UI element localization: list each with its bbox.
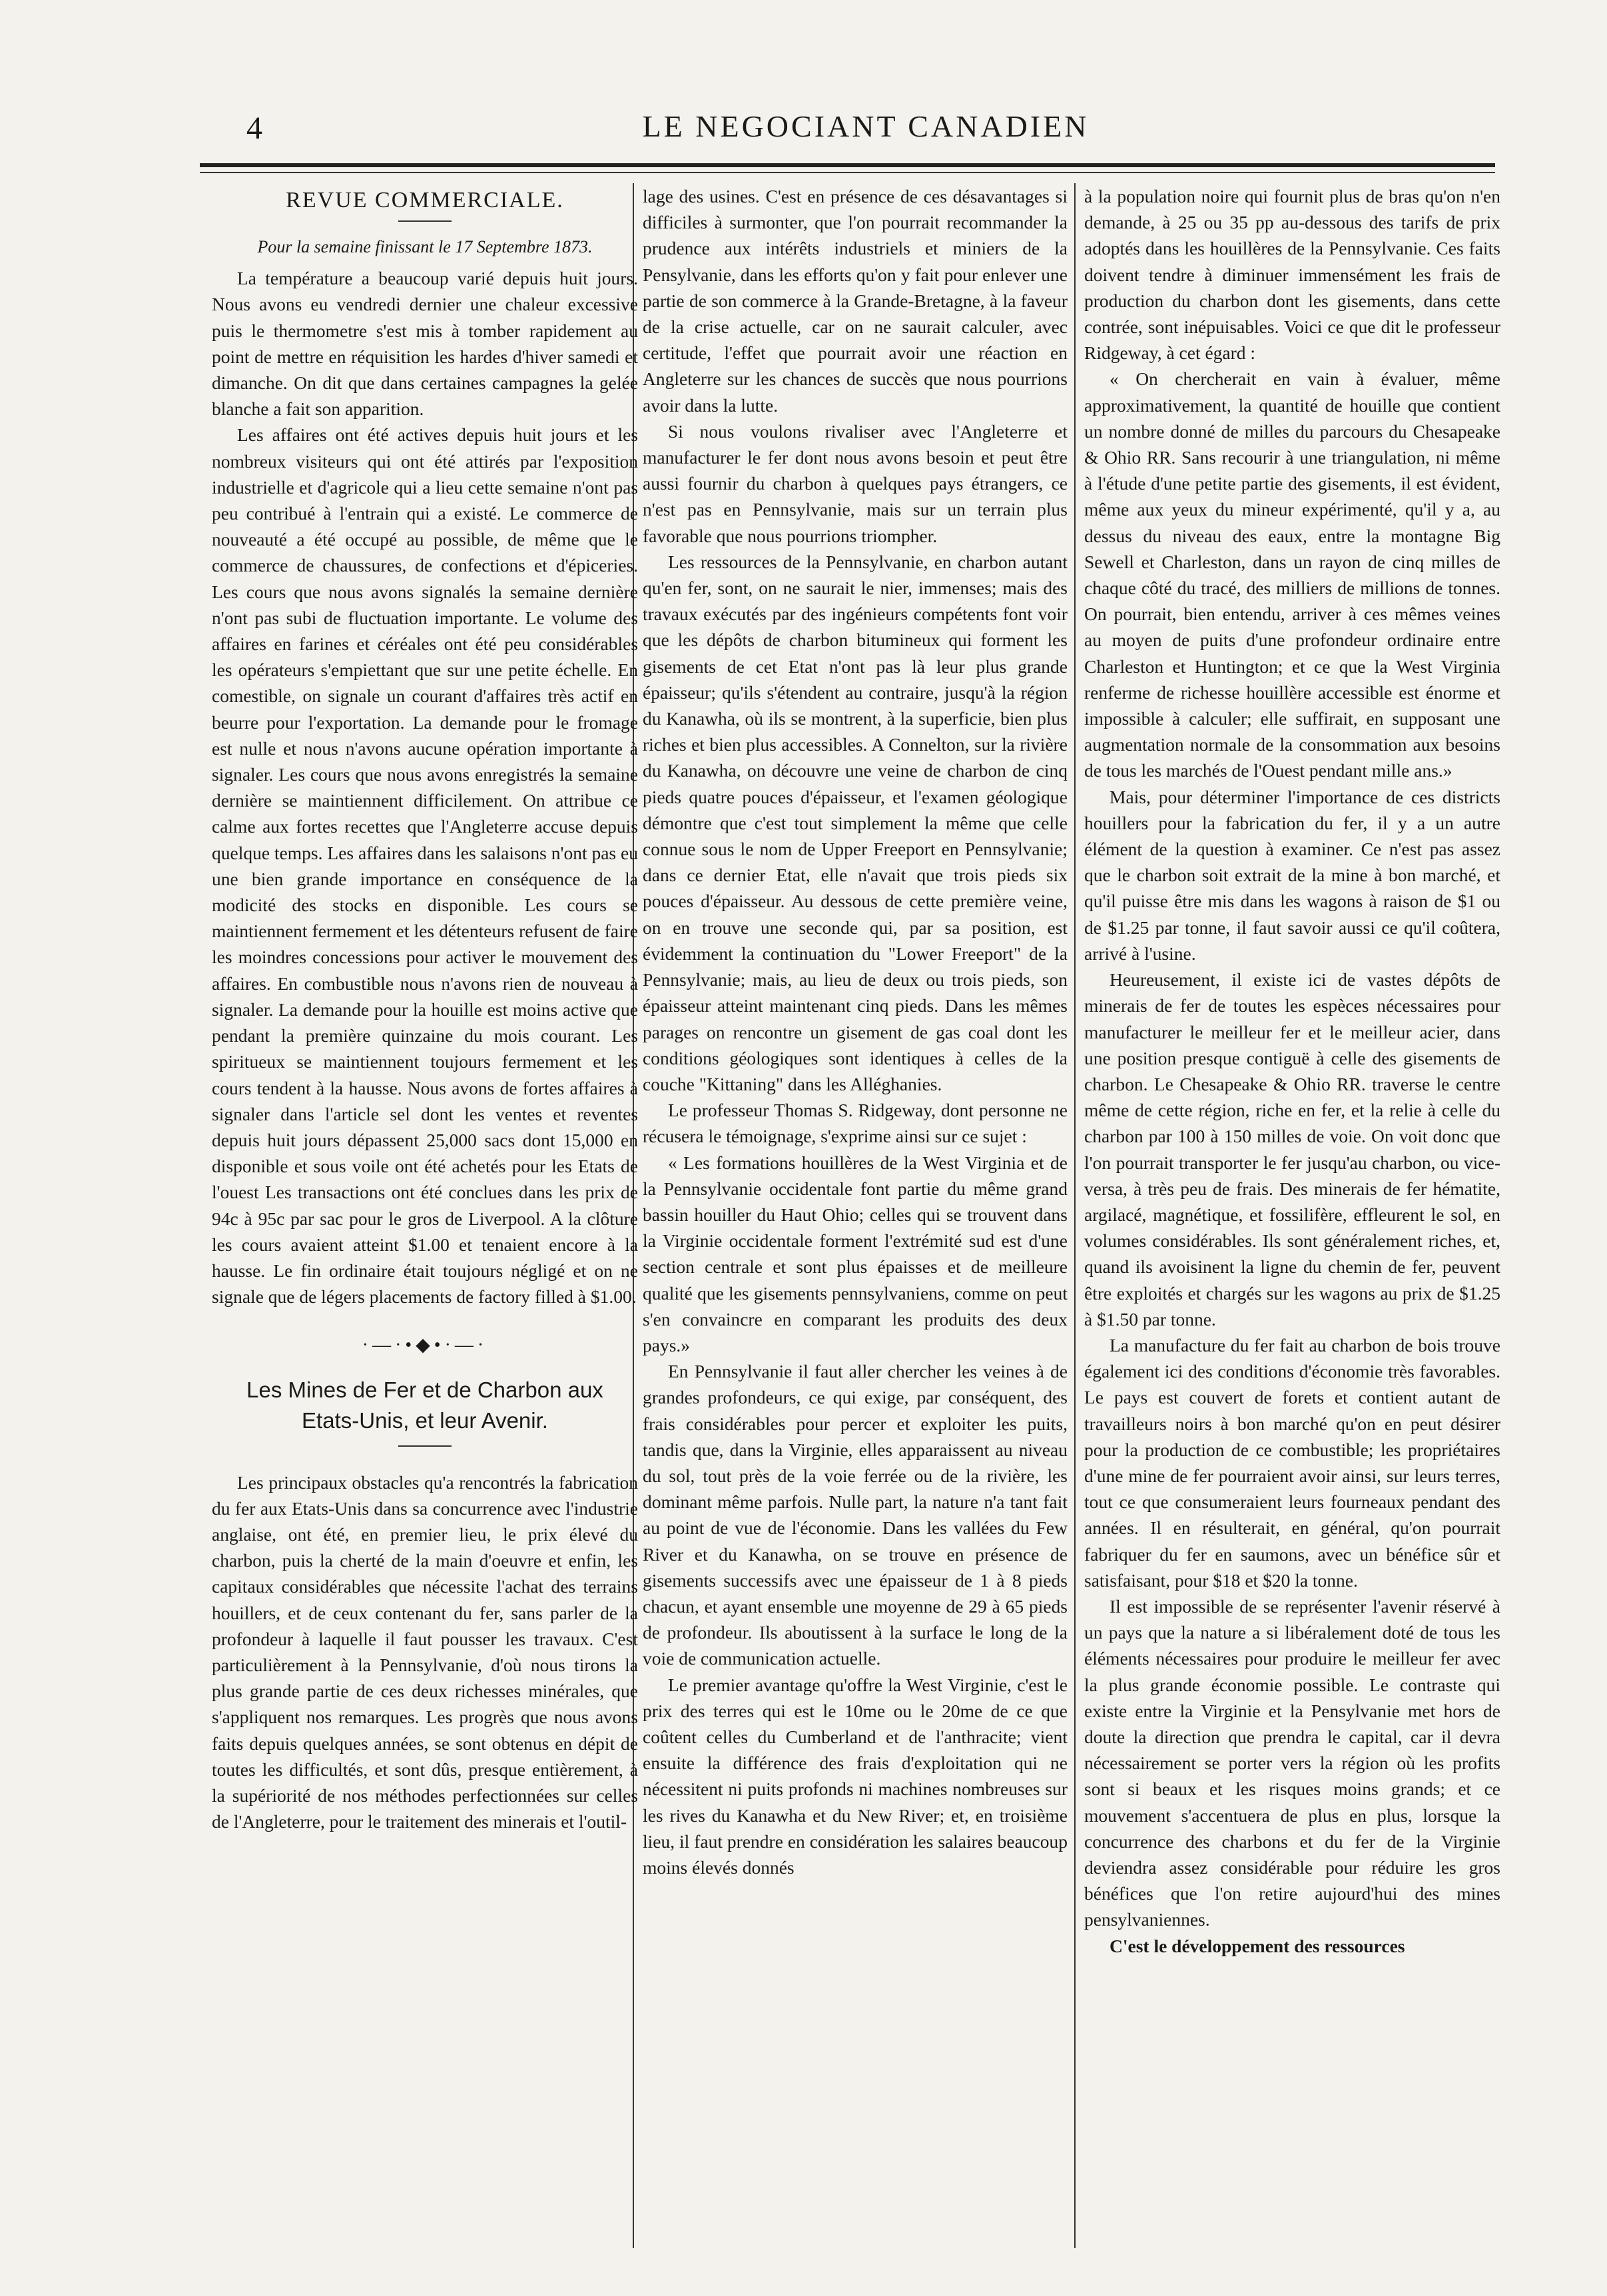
paragraph: La manufacture du fer fait au charbon de bois trouve également ici des conditions d'économie très favorables. Le pays est couvert de forets et contient autant de travailleurs noirs à bon marché qu'on en peut désirer pour la production de ce combustible; les propriétaires d'une mine de fer pourraient avoir ainsi, sur leurs terres, tout ce que consumeraient leurs fourneaux pendant des années. Il en résulterait, en général, qu'on pourrait fabriquer du fer en saumons, avec un bénéfice sûr et satisfaisant, pour $18 et $20 la tonne. — [1084, 1334, 1500, 1591]
article-title-line: Etats-Unis, et leur Avenir. — [302, 1407, 548, 1433]
header-rule — [200, 163, 1495, 167]
header-rule-thin — [200, 172, 1495, 173]
article-title — [212, 1375, 638, 1436]
paragraph: « Les formations houillères de la West Virginia et de la Pennsylvanie occidentale font partie du même grand bassin houiller du Haut Ohio; celles qui se trouvent dans la Virginie occidentale forment l'extrémité sud est d'une section centrale et sont plus épaisses et de meilleure qualité que les gisements pennsylvaniens, comme on peut s'en convaincre en comparant les produits des deux pays.» — [643, 1152, 1068, 1355]
column-2 — [643, 183, 1068, 1880]
paragraph: Les ressources de la Pennsylvanie, en charbon autant qu'en fer, sont, on ne saurait le nier, immenses; mais des travaux exécutés par des ingénieurs compétents font voir que les dépôts de charbon bitumineux qui forment les gisements de cet Etat n'ont pas là leur plus grande épaisseur; qu'ils s'étendent au contraire, jusqu'à la région du Kanawha, où ils se montrent, à la superficie, bien plus riches et bien plus accessibles. A Connelton, sur la rivière du Kanawha, on découvre une veine de charbon de cinq pieds quatre pouces d'épaisseur, et l'examen géologique démontre que c'est tout simplement la même que celle connue sous le nom de Upper Freeport en Pennsylvanie; dans ce dernier Etat, elle n'avait que trois pieds six pouces d'épaisseur. Au dessous de cette première veine, on en trouve une seconde qui, par sa position, est évidemment la continuation du "Lower Freeport" de la Pennsylvanie; mais, au lieu de deux ou trois pieds, son épaisseur atteint maintenant cinq pieds. Dans les mêmes parages on rencontre un gisement de gas coal dont les conditions géologiques sont identiques à celles de la couche "Kittaning" dans les Alléghanies. — [643, 551, 1068, 1094]
article-title-line: Les Mines de Fer et de Charbon aux — [246, 1377, 603, 1402]
paragraph: C'est le développement des ressources — [1110, 1935, 1405, 1956]
paragraph: Heureusement, il existe ici de vastes dépôts de minerais de fer de toutes les espèces nécessaires pour manufacturer le meilleur fer et le meilleur acier, dans une position presque contiguë à celle des gisements de charbon. Le Chesapeake & Ohio RR. traverse le centre même de cette région, riche en fer, et la relie à celle du charbon par 100 à 150 milles de voie. On voit donc que l'on pourrait transporter le fer jusqu'au charbon, ou vice-versa, à très peu de frais. Des minerais de fer hématite, argilacé, magnétique, et fossilifère, effleurent le sol, en volumes considérables. Ils sont généralement riches, et, quand ils avoisinent la ligne du chemin de fer, peuvent être exploités et chargés sur les wagons au prix de $1.25 à $1.50 par tonne. — [1084, 969, 1500, 1330]
paragraph: « On chercherait en vain à évaluer, même approximativement, la quantité de houille que contient un nombre donné de milles du parcours du Chesapeake & Ohio RR. Sans recourir à une triangulation, ni même à l'étude d'une petite partie des gisements, il est évident, même aux yeux du mineur expérimenté, qu'il y a, au dessus du niveau des eaux, entre la montagne Big Sewell et Charleston, dans un rayon de cinq milles de chaque côté du tracé, des milliers de millions de tonnes. On pourrait, bien entendu, arriver à ces mêmes veines au moyen de puits d'une profondeur ordinaire entre Charleston et Huntington; et ce que la West Virginia renferme de richesse houillère accessible est énorme et impossible à calculer; elle suffirait, en supposant une augmentation normale de la consommation aux besoins de tous les marchés de l'Ouest pendant mille ans.» — [1084, 368, 1500, 781]
paragraph: Le premier avantage qu'offre la West Virginie, c'est le prix des terres qui est le 10me ou le 20me de ce que coûtent celles du Cumberland et de l'anthracite; vient ensuite la différence des frais d'exploitation qui ne nécessitent ni puits profonds ni machines nombreuses sur les rives du Kanawha et du New River; et, en troisième lieu, il faut prendre en considération les salaires beaucoup moins élevés donnés — [643, 1674, 1068, 1878]
paragraph: Il est impossible de se représenter l'avenir réservé à un pays que la nature a si libéralement doté de tous les éléments nécessaires pour produire le meilleur fer avec la plus grande économie possible. Le contraste qui existe entre la Virginie et la Pensylvanie met hors de doute la direction que prendra le capital, car il devra nécessairement se porter vers la région où les profits sont si beaux et les risques moins grands; et ce mouvement s'accentuera de plus en plus, lorsque la concurrence des charbons et du fer de la Virginie deviendra assez considérable pour réduire les gros bénéfices que l'on retire aujourd'hui des mines pensylvaniennes. — [1084, 1595, 1500, 1930]
paragraph: lage des usines. C'est en présence de ces désavantages si difficiles à surmonter, que l'on pourrait recommander la prudence aux intérêts industriels et miniers de la Pensylvanie, dans les efforts qu'on y fait pour enlever une partie de son commerce à la Grande-Bretagne, à la faveur de la crise actuelle, car on ne saurait calculer, avec certitude, l'effet que pourrait avoir une réaction en Angleterre sur les chances de succès que nous pourrions avoir dans la lutte. — [643, 186, 1068, 416]
masthead: LE NEGOCIANT CANADIEN — [642, 109, 1090, 143]
paragraph: En Pennsylvanie il faut aller chercher les veines à de grandes profondeurs, ce qui exige, par conséquent, des frais considérables pour percer et exploiter les puits, tandis que, dans la Virginie, elles apparaissent au niveau du sol, tout près de la voie ferrée ou de la rivière, les dominant même parfois. Nulle part, la nature n'a tant fait au point de vue de l'économie. Dans les vallées du Few River et du Kanawha, on se trouve en présence de gisements successifs avec une épaisseur de 1 à 8 pieds chacun, et ayant ensemble une moyenne de 29 à 65 pieds de profondeur. Ils aboutissent à la surface le long de la voie de communication actuelle. — [643, 1361, 1068, 1669]
paragraph: Les principaux obstacles qu'a rencontrés la fabrication du fer aux Etats-Unis dans sa concurrence avec l'industrie anglaise, ont été, en premier lieu, le prix élevé du charbon, puis la cherté de la main d'oeuvre et enfin, les capitaux considérables que nécessite l'achat des terrains houillers, et de ceux contenant du fer, sans parler de la profondeur à laquelle il faut pousser les travaux. C'est particulièrement à la Pennsylvanie, d'où nous tirons la plus grande partie de ces deux richesses minérales, que s'appliquent nos remarques. Les progrès que nous avons faits depuis quelques années, se sont obtenus en dépit de toutes les difficultés, et sont dûs, presque entièrement, à la supériorité de nos méthodes perfectionnées sur celles de l'Angleterre, pour le traitement des minerais et l'outil- — [212, 1471, 638, 1832]
paragraph: Si nous voulons rivaliser avec l'Angleterre et manufacturer le fer dont nous avons besoin et peut être aussi fournir du charbon à quelques pays étrangers, ce n'est pas en Pennsylvanie, mais sur un terrain plus favorable que nous pourrions triompher. — [643, 420, 1068, 546]
column-3 — [1084, 183, 1500, 1959]
ornament-divider: ·—·•◆•·—· — [362, 1335, 488, 1356]
paragraph: La température a beaucoup varié depuis huit jours. Nous avons eu vendredi dernier une chaleur excessive puis le thermometre s'est mis à tomber rapidement au point de mettre en réquisition les hardes d'hiver samedi et dimanche. On dit que dans certaines campagnes la gelée blanche a fait son apparition. — [212, 268, 638, 420]
column-divider — [1074, 183, 1076, 2248]
paragraph: à la population noire qui fournit plus de bras qu'on n'en demande, à 25 ou 35 pp au-dessous des tarifs de prix adoptés dans les houillères de la Pennsylvanie. Ces faits doivent tendre à diminuer immensément les frais de production du charbon dont les gisements, dans cette contrée, sont inépuisables. Voici ce que dit le professeur Ridgeway, à cet égard : — [1084, 186, 1500, 364]
paragraph: Mais, pour déterminer l'importance de ces districts houillers pour la fabrication du fer, il y a un autre élément de la question à examiner. Ce n'est pas assez que le charbon soit extrait de la mine à bon marché, et qu'il puisse être mis dans les wagons à raison de $1 ou de $1.25 par tonne, il faut savoir aussi ce qu'il coûtera, arrivé à l'usine. — [1084, 786, 1500, 964]
title-rule — [398, 220, 452, 222]
column-1 — [212, 183, 638, 1834]
paragraph: Les affaires ont été actives depuis huit jours et les nombreux visiteurs qui ont été attirés par l'exposition industrielle et d'agricole qui a lieu cette semaine n'ont pas peu contribué à l'entrain qui a existé. Le commerce de nouveauté a été occupé au possible, de même que le commerce de chaussures, de confections et d'épiceries. Les cours que nous avons signalés la semaine dernière n'ont pas subi de fluctuation importante. Le volume des affaires en farines et céréales ont été peu considérables les opérateurs s'empiettant que sur une petite échelle. En comestible, on signale un courant d'affaires très actif en beurre pour l'exportation. La demande pour le fromage est nulle et nous n'avons aucune opération importante à signaler. Les cours que nous avons enregistrés la semaine dernière se maintiennent difficilement. On attribue ce calme aux fortes recettes que l'Angleterre accuse depuis quelque temps. Les affaires dans les salaisons n'ont pas eu une bien grande importance en conséquence de la modicité des stocks en disponible. Les cours se maintiennent fermement et les détenteurs refusent de faire les moindres concessions pour activer le mouvement des affaires. En combustible nous n'avons rien de nouveau à signaler. La demande pour la houille est moins active que pendant la première quinzaine du mois courant. Les spiritueux se maintiennent toujours fermement et les cours tendent à la hausse. Nous avons de fortes affaires à signaler dans l'article sel dont les ventes et reventes depuis huit jours dépassent 25,000 sacs dont 15,000 en disponible et sous voile ont été achetés pour les Etats de l'ouest Les transactions ont été conclues dans les prix de 94c à 95c par sac pour le gros de Liverpool. A la clôture les cours avaient atteint $1.00 et tenaient encore à la hausse. Le fin ordinaire était toujours négligé et on ne signale que de légers placements de factory filled à $1.00. — [212, 424, 638, 1308]
section-title: REVUE COMMERCIALE. — [286, 188, 564, 212]
page-number: 4 — [246, 111, 262, 146]
title-rule — [398, 1445, 452, 1447]
page-header — [200, 103, 1532, 157]
dateline: Pour la semaine finissant le 17 Septembre 1873. — [257, 237, 593, 256]
paragraph: Le professeur Thomas S. Ridgeway, dont personne ne récusera le témoignage, s'exprime ainsi sur ce sujet : — [643, 1100, 1068, 1147]
